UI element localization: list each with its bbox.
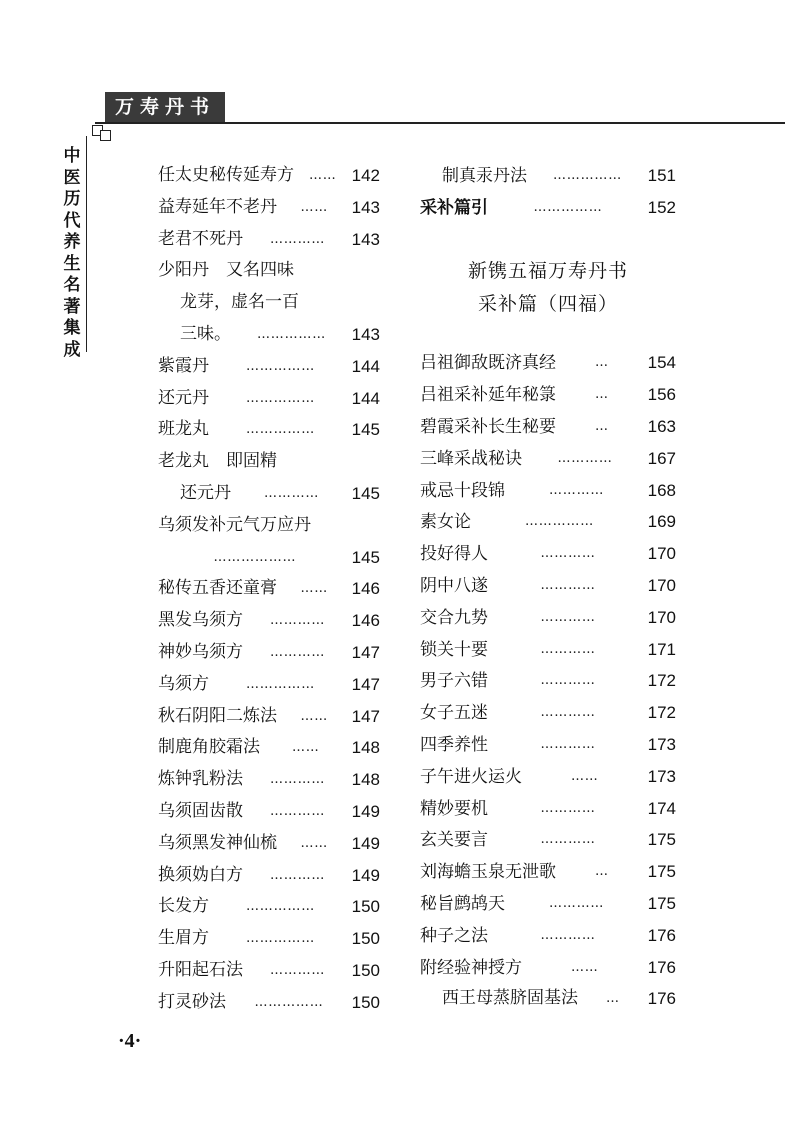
toc-entry-title: 女子五迷 xyxy=(420,703,488,723)
toc-entry-page: 149 xyxy=(351,801,380,821)
toc-entry-leader: ………… xyxy=(549,482,605,498)
toc-entry-page: 168 xyxy=(647,480,676,500)
series-title-char: 成 xyxy=(63,339,81,360)
toc-entry-page: 154 xyxy=(647,353,676,373)
toc-entry[interactable] xyxy=(420,570,676,602)
toc-entry-title: 打灵砂法 xyxy=(158,991,226,1012)
toc-entry-leader: … xyxy=(606,991,620,1007)
toc-entry-leader: ………… xyxy=(549,895,605,911)
series-title-char: 集 xyxy=(63,318,81,338)
toc-entry[interactable] xyxy=(158,891,380,923)
toc-entry-page: 152 xyxy=(647,197,676,217)
page-number: ·4· xyxy=(118,1030,142,1052)
toc-entry[interactable] xyxy=(420,475,676,507)
toc-entry-page: 170 xyxy=(647,607,676,627)
toc-entry-title: 长发方 xyxy=(158,896,209,917)
toc-entry-page: 171 xyxy=(647,639,676,659)
toc-entry-page: 172 xyxy=(647,671,676,691)
toc-entry-title: 生眉方 xyxy=(158,928,209,949)
toc-entry-page: 143 xyxy=(351,197,380,217)
toc-entry[interactable] xyxy=(420,729,676,761)
toc-entry[interactable] xyxy=(158,860,380,892)
toc-entry-title: 锁关十要 xyxy=(420,639,488,659)
toc-entry-leader: ……………… xyxy=(213,549,297,565)
toc-entry[interactable] xyxy=(158,383,380,415)
toc-entry-leader: … xyxy=(595,355,609,371)
toc-entry[interactable] xyxy=(158,923,380,955)
toc-entry-page: 163 xyxy=(647,416,676,436)
toc-entry[interactable] xyxy=(420,856,676,888)
side-rule xyxy=(86,136,87,352)
toc-entry[interactable] xyxy=(420,602,676,634)
toc-entry-leader: ………… xyxy=(270,231,326,247)
toc-entry[interactable] xyxy=(158,828,380,860)
toc-entry-leader: ………… xyxy=(540,609,596,625)
toc-entry[interactable] xyxy=(158,414,380,446)
toc-entry-leader: ………… xyxy=(540,927,596,943)
toc-entry[interactable] xyxy=(158,160,380,192)
toc-entry[interactable] xyxy=(420,506,676,538)
toc-entry[interactable] xyxy=(420,192,676,224)
toc-entry[interactable] xyxy=(420,665,676,697)
toc-entry-title: 刘海蟾玉泉无泄歌 xyxy=(420,862,556,882)
toc-entry-title: 男子六错 xyxy=(420,671,488,691)
toc-entry-page: 175 xyxy=(647,830,676,850)
toc-entry-title: 制鹿角胶霜法 xyxy=(158,737,260,758)
toc-entry-title: 黑发乌须方 xyxy=(158,610,243,631)
toc-entry-leader: ………… xyxy=(540,800,596,816)
toc-entry-title: 紫霞丹 xyxy=(158,355,209,376)
toc-entry[interactable] xyxy=(158,955,380,987)
toc-entry-leader: …………… xyxy=(553,168,622,183)
toc-entry-page: 146 xyxy=(351,579,380,599)
toc-entry-title: 炼钟乳粉法 xyxy=(158,769,243,790)
toc-entry-leader: ………… xyxy=(270,803,326,819)
toc-entry[interactable] xyxy=(420,379,676,411)
toc-entry[interactable] xyxy=(158,637,380,669)
toc-entry[interactable] xyxy=(420,983,676,1015)
series-title-char: 代 xyxy=(63,210,81,231)
toc-right-column xyxy=(420,160,676,1015)
toc-entry-page: 173 xyxy=(647,766,676,786)
toc-entry-page: 143 xyxy=(351,229,380,249)
toc-entry[interactable] xyxy=(158,987,380,1019)
toc-entry-title: 玄关要言 xyxy=(420,830,488,850)
toc-entry-page: 144 xyxy=(351,388,380,408)
toc-entry[interactable] xyxy=(158,192,380,224)
toc-entry[interactable] xyxy=(158,732,380,764)
toc-entry-leader: …………… xyxy=(246,358,315,374)
toc-entry-title: 种子之法 xyxy=(420,925,488,945)
toc-entry-title: 制真汞丹法 xyxy=(442,166,527,185)
corner-square-decoration xyxy=(100,130,111,141)
toc-entry-leader: ………… xyxy=(540,736,596,752)
toc-entry-title: 吕祖御敌既济真经 xyxy=(420,353,556,373)
toc-right-top xyxy=(420,160,676,224)
series-title-char: 名 xyxy=(63,275,81,295)
toc-entry-leader: …… xyxy=(292,740,320,756)
toc-entry[interactable] xyxy=(420,793,676,825)
section-heading-line1: 新镌五福万寿丹书 xyxy=(467,260,628,283)
toc-entry-page: 145 xyxy=(351,420,380,440)
header-rule xyxy=(95,122,785,124)
spacer xyxy=(420,321,676,347)
toc-entry-title: 西王母蒸脐固基法 xyxy=(442,988,578,1009)
series-title-char: 著 xyxy=(63,296,81,317)
toc-entry-page: 175 xyxy=(647,893,676,913)
toc-entry-title: 精妙要机 xyxy=(420,798,488,818)
toc-entry-title: 乌须方 xyxy=(158,673,209,694)
toc-entry-page: 172 xyxy=(647,703,676,723)
toc-entry-page: 150 xyxy=(351,929,380,949)
toc-entry-page: 145 xyxy=(351,483,380,503)
toc-entry[interactable] xyxy=(158,319,380,351)
toc-entry-title: 秋石阴阳二炼法 xyxy=(158,705,277,726)
toc-entry-leader: ………… xyxy=(540,832,596,848)
toc-entry-page: 174 xyxy=(647,798,676,818)
toc-entry-title: 秘传五香还童膏 xyxy=(158,578,277,599)
toc-entry-leader: …… xyxy=(300,199,329,215)
toc-entry[interactable] xyxy=(158,669,380,701)
toc-entry-leader: ………… xyxy=(540,705,596,721)
toc-entry-title: 三峰采战秘诀 xyxy=(420,448,522,468)
toc-entry-leader: …… xyxy=(571,959,599,975)
toc-entry-leader: ………… xyxy=(270,772,326,788)
toc-entry-title: 老君不死丹 xyxy=(158,228,243,249)
series-title-char: 医 xyxy=(63,167,81,188)
toc-entry[interactable] xyxy=(158,605,380,637)
toc-entry-leader: ………… xyxy=(270,962,326,978)
toc-entry-leader: …… xyxy=(309,168,337,183)
toc-entry-page: 143 xyxy=(351,324,380,344)
book-title-banner: 万寿丹书 xyxy=(105,92,225,122)
toc-left-column xyxy=(158,160,380,1019)
toc-entry-title: 老龙丸 即固精 xyxy=(158,451,277,472)
toc-entry[interactable] xyxy=(158,796,380,828)
toc-entry-page: 151 xyxy=(647,166,676,185)
toc-entry[interactable] xyxy=(158,542,380,574)
toc-entry-page: 149 xyxy=(351,833,380,853)
toc-entry[interactable] xyxy=(420,697,676,729)
toc-entry-page: 147 xyxy=(351,674,380,694)
section-heading-line2: 采补篇（四福） xyxy=(477,293,618,316)
toc-entry-page: 169 xyxy=(647,512,676,532)
toc-entry-title: 乌须固齿散 xyxy=(158,800,243,821)
toc-entry-title: 龙芽，虚名一百 xyxy=(180,292,299,313)
toc-entry-leader: … xyxy=(595,864,609,880)
toc-entry[interactable] xyxy=(158,224,380,256)
toc-entry-leader: … xyxy=(595,418,609,434)
series-title-char: 中 xyxy=(63,146,81,166)
toc-entry-leader: …………… xyxy=(254,994,324,1010)
toc-entry-title: 还元丹 xyxy=(158,387,209,408)
toc-entry[interactable] xyxy=(420,952,676,984)
toc-entry-leader: ………… xyxy=(270,644,326,660)
toc-entry-page: 148 xyxy=(351,738,380,758)
toc-entry-title: 采补篇引 xyxy=(420,197,488,217)
toc-entry-page: 145 xyxy=(351,547,380,567)
toc-entry-page: 156 xyxy=(647,385,676,405)
toc-entry-page: 144 xyxy=(351,356,380,376)
toc-entry[interactable] xyxy=(158,573,380,605)
series-title-vertical xyxy=(62,146,82,361)
toc-entry[interactable] xyxy=(158,446,380,478)
toc-entry-page: 146 xyxy=(351,611,380,631)
toc-entry-page: 176 xyxy=(647,989,676,1009)
series-title-char: 生 xyxy=(63,253,81,274)
toc-entry-title: 吕祖采补延年秘箓 xyxy=(420,385,556,405)
toc-entry-leader: …………… xyxy=(525,514,594,530)
toc-entry-title: 四季养性 xyxy=(420,734,488,754)
toc-entry-page: 173 xyxy=(647,734,676,754)
toc-entry-leader: …… xyxy=(300,708,329,724)
toc-entry-page: 176 xyxy=(647,925,676,945)
toc-entry[interactable] xyxy=(158,287,380,319)
toc-entry-leader: …………… xyxy=(533,199,603,215)
toc-entry-leader: …… xyxy=(300,581,329,597)
toc-entry-leader: ………… xyxy=(270,867,326,883)
toc-entry-page: 176 xyxy=(647,957,676,977)
toc-entry[interactable] xyxy=(420,761,676,793)
toc-entry-page: 142 xyxy=(351,166,380,185)
toc-entry-leader: …………… xyxy=(246,422,315,438)
toc-entry[interactable] xyxy=(420,443,676,475)
toc-entry-leader: ………… xyxy=(540,546,596,562)
spacer xyxy=(420,224,676,256)
toc-entry-title: 益寿延年不老丹 xyxy=(158,196,277,217)
toc-entry-title: 碧霞采补长生秘要 xyxy=(420,416,556,436)
toc-entry-page: 175 xyxy=(647,862,676,882)
toc-entry-leader: ………… xyxy=(557,450,613,466)
toc-entry-page: 170 xyxy=(647,575,676,595)
toc-entry-title: 子午进火运火 xyxy=(420,766,522,786)
toc-entry-title: 阴中八遂 xyxy=(420,575,488,595)
toc-entry-leader: ………… xyxy=(540,577,596,593)
toc-entry[interactable] xyxy=(420,538,676,570)
toc-entry[interactable] xyxy=(420,160,676,192)
toc-entry-page: 167 xyxy=(647,448,676,468)
toc-entry-leader: ………… xyxy=(270,613,326,629)
toc-entry-title: 秘旨鹧鸪天 xyxy=(420,893,505,913)
toc-entry-page: 147 xyxy=(351,706,380,726)
series-title-char: 养 xyxy=(63,232,81,252)
toc-entry-page: 149 xyxy=(351,865,380,885)
toc-entry-page: 150 xyxy=(351,960,380,980)
toc-entry[interactable] xyxy=(420,411,676,443)
toc-entry-leader: ………… xyxy=(540,641,596,657)
toc-entry-leader: ………… xyxy=(540,673,596,689)
toc-entry-title: 乌须发补元气万应丹 xyxy=(158,514,311,535)
toc-entry-title: 交合九势 xyxy=(420,607,488,627)
toc-entry[interactable] xyxy=(158,764,380,796)
toc-entry-title: 戒忌十段锦 xyxy=(420,480,505,500)
toc-entry-title: 三味。 xyxy=(180,323,231,344)
toc-entry-leader: …………… xyxy=(246,676,315,692)
toc-entry-leader: …………… xyxy=(246,390,315,406)
series-title-char: 历 xyxy=(63,189,81,209)
toc-entry-leader: …… xyxy=(571,768,599,784)
toc-entry[interactable] xyxy=(158,478,380,510)
toc-entry[interactable] xyxy=(420,888,676,920)
toc-entry[interactable] xyxy=(158,255,380,287)
toc-entry-leader: ………… xyxy=(264,485,320,501)
toc-entry-leader: …………… xyxy=(246,931,315,947)
toc-entry-leader: …… xyxy=(300,835,329,851)
toc-entry-page: 148 xyxy=(351,770,380,790)
toc-entry-title: 还元丹 xyxy=(180,482,231,503)
toc-entry[interactable] xyxy=(420,634,676,666)
toc-right-list xyxy=(420,347,676,1015)
toc-entry-page: 147 xyxy=(351,642,380,662)
toc-entry-title: 换须妫白方 xyxy=(158,864,243,885)
toc-entry[interactable] xyxy=(158,510,380,542)
toc-entry-page: 170 xyxy=(647,544,676,564)
toc-entry-title: 少阳丹 又名四味 xyxy=(158,260,294,281)
toc-entry-title: 投好得人 xyxy=(420,544,488,564)
toc-entry-title: 神妙乌须方 xyxy=(158,641,243,662)
toc-entry-title: 素女论 xyxy=(420,512,471,532)
toc-entry[interactable] xyxy=(420,824,676,856)
toc-entry-page: 150 xyxy=(351,992,380,1012)
toc-entry-title: 升阳起石法 xyxy=(158,959,243,980)
toc-entry-title: 任太史秘传延寿方 xyxy=(158,165,294,185)
toc-entry[interactable] xyxy=(158,351,380,383)
toc-entry-leader: …………… xyxy=(257,326,326,342)
toc-entry-page: 150 xyxy=(351,897,380,917)
toc-entry[interactable] xyxy=(158,701,380,733)
toc-entry-title: 乌须黑发神仙梳 xyxy=(158,832,277,853)
toc-entry-title: 附经验神授方 xyxy=(420,957,522,977)
toc-entry-leader: … xyxy=(595,387,609,403)
toc-entry-title: 班龙丸 xyxy=(158,419,209,440)
toc-entry[interactable] xyxy=(420,920,676,952)
toc-entry[interactable] xyxy=(420,347,676,379)
toc-entry-leader: …………… xyxy=(246,899,315,915)
